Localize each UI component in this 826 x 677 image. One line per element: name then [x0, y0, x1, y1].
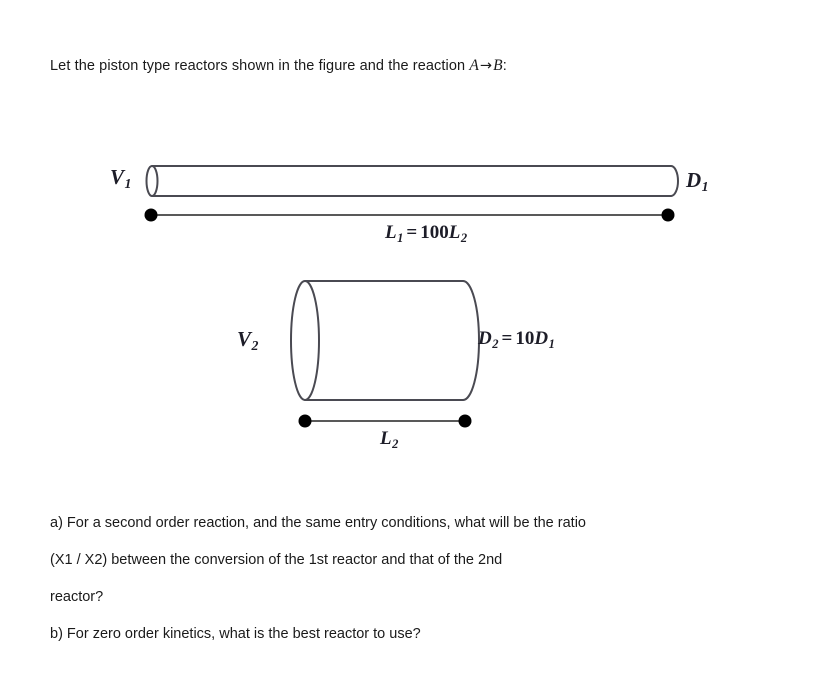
reactor-1-length-dimension — [145, 209, 675, 222]
reactor-2-dimension-dot-right — [459, 415, 472, 428]
reactor-2-diameter-symbol: D — [478, 328, 492, 349]
reactor-2-diameter-rhs-symbol: D — [534, 328, 549, 349]
question-a-line-2: (X1 / X2) between the conversion of the 1st reactor and that of the 2nd — [50, 552, 503, 568]
reactor-1-length-equals: = — [406, 222, 418, 243]
reactor-1-length-equation — [385, 222, 467, 246]
reactor-2-left-cap — [291, 281, 319, 400]
reactor-2-diameter-rhs-subscript: 1 — [548, 336, 555, 351]
reactor-2-volume-subscript: 2 — [251, 337, 259, 353]
reactor-1-diameter-symbol: D — [686, 168, 702, 192]
questions-block — [50, 505, 750, 653]
reactor-2-length-subscript: 2 — [392, 436, 399, 451]
reactor-2-dimension-dot-left — [299, 415, 312, 428]
reactor-1-dimension-dot-left — [145, 209, 158, 222]
reactor-2-volume-symbol: V — [237, 327, 252, 351]
reactant-symbol: A — [469, 57, 479, 74]
reactor-1-cylinder — [147, 166, 679, 196]
reactor-1-length-rhs-symbol: L — [448, 222, 461, 243]
reactor-1-dimension-dot-right — [662, 209, 675, 222]
question-b-line-1: b) For zero order kinetics, what is the best reactor to use? — [50, 626, 421, 642]
reactor-1-volume-subscript: 1 — [124, 175, 132, 191]
reaction-arrow-icon: → — [479, 58, 493, 74]
reactor-2-diameter-subscript: 2 — [492, 336, 499, 351]
reactor-2-diameter-equals: = — [501, 328, 513, 349]
reactor-1-volume-label — [110, 165, 131, 192]
reactor-1-length-coefficient: 100 — [420, 222, 449, 243]
reactor-1-volume-symbol: V — [110, 165, 125, 189]
reactor-2-cylinder — [291, 281, 479, 400]
reactor-2-length-symbol: L — [380, 428, 392, 449]
reactor-2-length-label — [380, 428, 398, 452]
question-a-line-3: reactor? — [50, 589, 104, 605]
reactor-1-length-rhs-subscript: 2 — [460, 230, 468, 245]
reactor-1-right-cap — [671, 166, 678, 196]
reactor-2-volume-label — [237, 327, 258, 354]
question-a-line-1: a) For a second order reaction, and the same entry conditions, what will be the ratio — [50, 515, 586, 531]
intro-text-after: : — [502, 58, 507, 74]
reactor-2-diameter-coefficient: 10 — [515, 328, 535, 349]
reactor-2-diameter-equation — [478, 328, 555, 352]
product-symbol: B — [493, 57, 503, 74]
reactor-1-left-cap — [147, 166, 158, 196]
reactor-1-diameter-label — [686, 168, 709, 195]
reactor-1-diameter-subscript: 1 — [701, 178, 709, 194]
intro-text-before: Let the piston type reactors shown in the figure and the reaction — [50, 58, 470, 74]
reactor-2-right-cap — [463, 281, 479, 400]
reactor-2-length-dimension — [299, 415, 472, 428]
reactor-1-length-symbol: L — [385, 222, 397, 243]
reactor-1-length-subscript: 1 — [397, 230, 404, 245]
